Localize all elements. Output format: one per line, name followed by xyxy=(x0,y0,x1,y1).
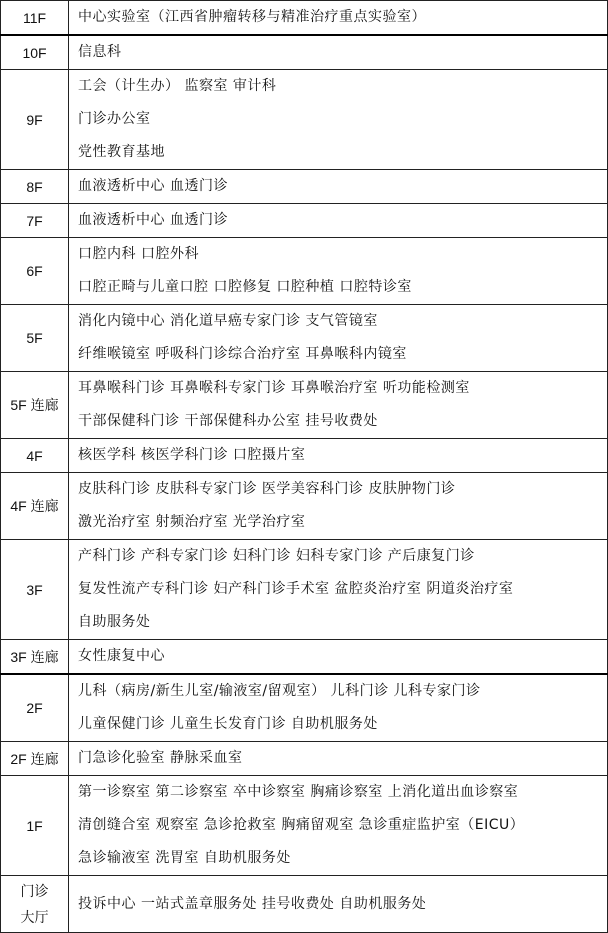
department-list xyxy=(69,238,608,305)
floor-row xyxy=(1,35,608,70)
floor-label: 3F 连廊 xyxy=(1,640,69,675)
floor-label-line: 大厅 xyxy=(20,909,49,925)
department-line: 门急诊化验室 静脉采血室 xyxy=(78,750,243,766)
floor-row xyxy=(1,305,608,372)
department-list xyxy=(69,372,608,439)
department-line: 核医学科 核医学科门诊 口腔摄片室 xyxy=(78,447,306,463)
department-line: 投诉中心 一站式盖章服务处 挂号收费处 自助机服务处 xyxy=(78,896,427,912)
floor-label: 8F xyxy=(1,170,69,204)
department-line: 产科门诊 产科专家门诊 妇科门诊 妇科专家门诊 产后康复门诊 xyxy=(78,548,475,564)
floor-row xyxy=(1,204,608,238)
department-line: 急诊输液室 洗胃室 自助机服务处 xyxy=(78,850,291,866)
department-line: 中心实验室（江西省肿瘤转移与精准治疗重点实验室） xyxy=(78,9,426,25)
department-list xyxy=(69,35,608,70)
department-list xyxy=(69,674,608,742)
department-line: 自助服务处 xyxy=(78,614,151,630)
department-list xyxy=(69,540,608,640)
floor-row xyxy=(1,674,608,742)
department-list xyxy=(69,439,608,473)
department-line: 血液透析中心 血透门诊 xyxy=(78,178,228,194)
department-list xyxy=(69,473,608,540)
floor-label: 9F xyxy=(1,70,69,170)
department-line: 血液透析中心 血透门诊 xyxy=(78,212,228,228)
department-list xyxy=(69,305,608,372)
department-line: 工会（计生办） 监察室 审计科 xyxy=(78,78,277,94)
floor-row xyxy=(1,540,608,640)
floor-row xyxy=(1,439,608,473)
floor-row xyxy=(1,473,608,540)
department-list xyxy=(69,776,608,876)
floor-label: 3F xyxy=(1,540,69,640)
floor-label: 6F xyxy=(1,238,69,305)
department-line: 儿科（病房/新生儿室/输液室/留观室） 儿科门诊 儿科专家门诊 xyxy=(78,683,481,699)
floor-row xyxy=(1,742,608,776)
department-line: 干部保健科门诊 干部保健科办公室 挂号收费处 xyxy=(78,413,378,429)
floor-label: 5F 连廊 xyxy=(1,372,69,439)
department-line: 门诊办公室 xyxy=(78,111,151,127)
floor-label: 2F 连廊 xyxy=(1,742,69,776)
floor-label: 7F xyxy=(1,204,69,238)
department-line: 耳鼻喉科门诊 耳鼻喉科专家门诊 耳鼻喉治疗室 听功能检测室 xyxy=(78,380,470,396)
department-list xyxy=(69,876,608,933)
floor-label: 2F xyxy=(1,674,69,742)
floor-directory-body xyxy=(1,1,608,933)
floor-label xyxy=(1,876,69,933)
department-list xyxy=(69,204,608,238)
department-line: 口腔内科 口腔外科 xyxy=(78,246,199,262)
department-line: 儿童保健门诊 儿童生长发育门诊 自助机服务处 xyxy=(78,716,378,732)
floor-row xyxy=(1,776,608,876)
department-line: 口腔正畸与儿童口腔 口腔修复 口腔种植 口腔特诊室 xyxy=(78,279,412,295)
department-line: 清创缝合室 观察室 急诊抢救室 胸痛留观室 急诊重症监护室（EICU） xyxy=(78,817,525,833)
department-list xyxy=(69,640,608,675)
department-line: 女性康复中心 xyxy=(78,648,165,664)
floor-row xyxy=(1,372,608,439)
floor-label: 1F xyxy=(1,776,69,876)
department-list xyxy=(69,170,608,204)
department-line: 消化内镜中心 消化道早癌专家门诊 支气管镜室 xyxy=(78,313,378,329)
department-line: 纤维喉镜室 呼吸科门诊综合治疗室 耳鼻喉科内镜室 xyxy=(78,346,407,362)
department-line: 第一诊察室 第二诊察室 卒中诊察室 胸痛诊察室 上消化道出血诊察室 xyxy=(78,784,519,800)
floor-row xyxy=(1,640,608,675)
floor-label: 4F 连廊 xyxy=(1,473,69,540)
department-line: 皮肤科门诊 皮肤科专家门诊 医学美容科门诊 皮肤肿物门诊 xyxy=(78,481,456,497)
department-line: 复发性流产专科门诊 妇产科门诊手术室 盆腔炎治疗室 阴道炎治疗室 xyxy=(78,581,514,597)
floor-row xyxy=(1,238,608,305)
floor-row xyxy=(1,876,608,933)
floor-label: 4F xyxy=(1,439,69,473)
department-line: 信息科 xyxy=(78,44,122,60)
floor-label: 10F xyxy=(1,35,69,70)
floor-row xyxy=(1,70,608,170)
floor-row xyxy=(1,1,608,36)
floor-label: 5F xyxy=(1,305,69,372)
department-list xyxy=(69,1,608,36)
floor-row xyxy=(1,170,608,204)
department-line: 激光治疗室 射频治疗室 光学治疗室 xyxy=(78,514,306,530)
department-line: 党性教育基地 xyxy=(78,144,165,160)
floor-label: 11F xyxy=(1,1,69,36)
floor-label-line: 门诊 xyxy=(20,883,49,899)
department-list xyxy=(69,742,608,776)
department-list xyxy=(69,70,608,170)
